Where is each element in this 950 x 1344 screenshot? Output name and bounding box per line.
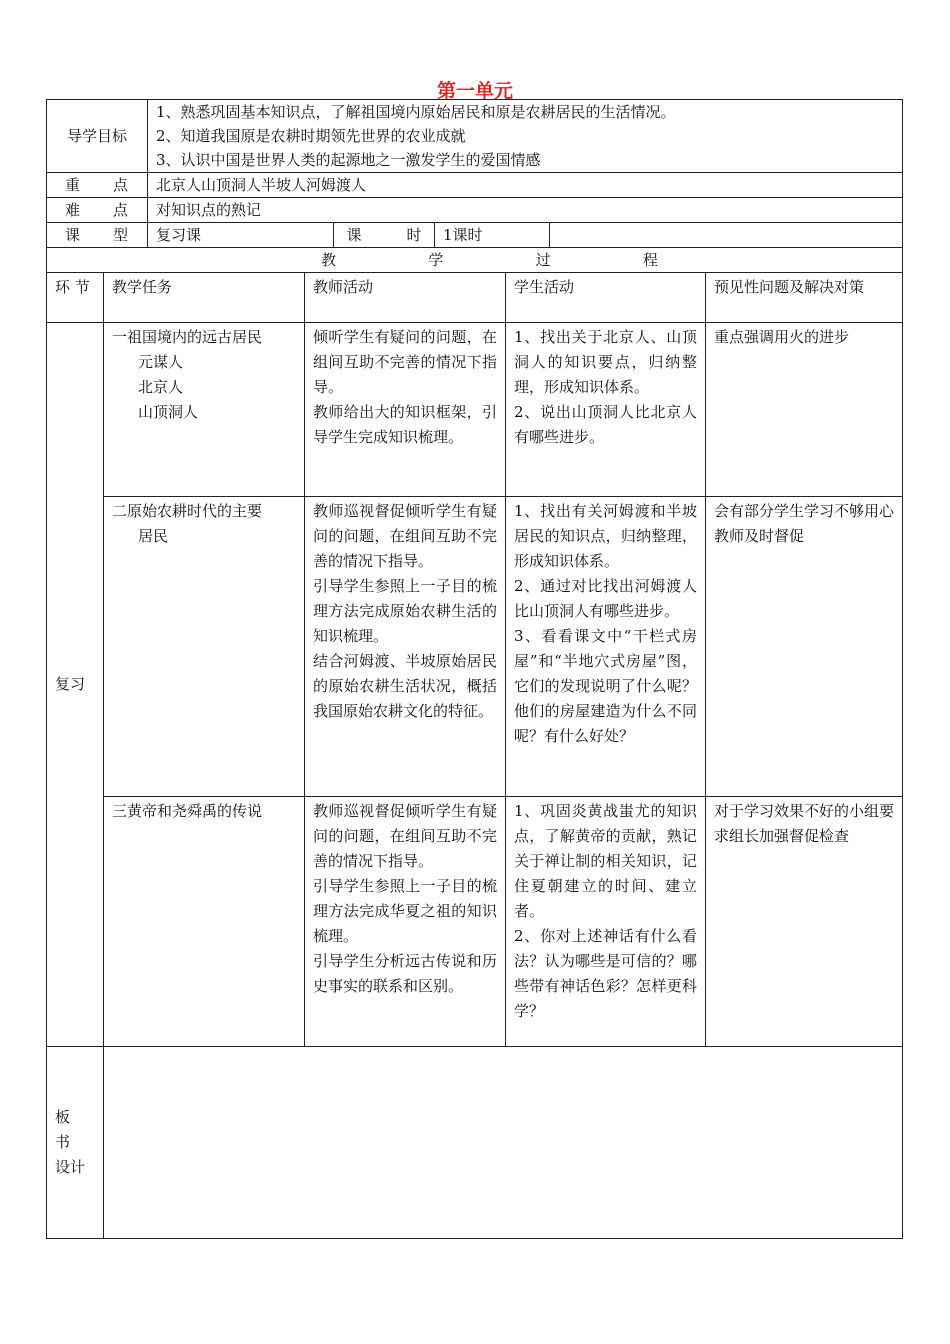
process-char: 过	[535, 251, 551, 269]
col-header-student: 学生活动	[506, 273, 706, 323]
board-label	[47, 1047, 104, 1239]
type-label: 课 型	[47, 223, 148, 248]
page-title: 第一单元	[436, 80, 513, 102]
student-activity: 1、巩固炎黄战蚩尤的知识点，了解黄帝的贡献，熟记关于禅让制的相关知识，记住夏朝建立的时间、建立者。	[514, 802, 697, 920]
board-label-line: 设计	[55, 1158, 86, 1176]
student-activity: 2、你对上述神话有什么看法？认为哪些是可信的？哪些带有神话色彩？怎样更科学？	[514, 927, 697, 1020]
type-row	[47, 223, 903, 248]
type-value: 复习课	[148, 223, 334, 248]
hours-label: 课 时	[334, 223, 435, 248]
hours-value: 1课时	[435, 223, 550, 248]
col-header-teacher: 教师活动	[305, 273, 506, 323]
task-item: 元谋人	[138, 353, 184, 371]
difficulty-label: 难 点	[47, 198, 148, 223]
board-design-row	[47, 1047, 903, 1239]
student-cell	[506, 797, 706, 1047]
table-row	[47, 497, 903, 797]
goal-item: 2、知道我国原是农耕时期领先世界的农业成就	[156, 127, 466, 145]
solution-cell: 重点强调用火的进步	[706, 323, 903, 497]
teacher-activity: 引导学生参照上一子目的梳理方法完成原始农耕生活的知识梳理。	[313, 577, 497, 645]
section-label: 复习	[47, 323, 104, 1047]
teacher-activity: 倾听学生有疑问的问题，在组间互助不完善的情况下指导。	[313, 328, 497, 396]
board-label-line: 板 书	[55, 1108, 86, 1151]
column-header-row	[47, 273, 903, 323]
solution-cell: 会有部分学生学习不够用心教师及时督促	[706, 497, 903, 797]
process-table	[46, 272, 903, 1239]
teacher-activity: 教师给出大的知识框架，引导学生完成知识梳理。	[313, 403, 497, 446]
board-content	[104, 1047, 903, 1239]
task-item: 北京人	[138, 378, 184, 396]
student-activity: 1、找出有关河姆渡和半坡居民的知识点，归纳整理，形成知识体系。	[514, 502, 697, 570]
goal-label: 导学目标	[47, 100, 148, 173]
goal-item: 3、认识中国是世界人类的起源地之一激发学生的爱国情感	[156, 151, 541, 169]
process-row	[47, 248, 903, 273]
process-heading	[47, 248, 903, 273]
teacher-activity: 教师巡视督促倾听学生有疑问的问题，在组间互助不完善的情况下指导。	[313, 802, 497, 870]
student-activity: 3、看看课文中“干栏式房屋”和“半地穴式房屋”图，它们的发现说明了什么呢？他们的房屋建造为什么不同呢？有什么好处？	[514, 627, 697, 745]
task-cell	[104, 797, 305, 1047]
student-activity: 2、说出山顶洞人比北京人有哪些进步。	[514, 403, 697, 446]
teacher-activity: 结合河姆渡、半坡原始居民的原始农耕生活状况，概括我国原始农耕文化的特征。	[313, 652, 497, 720]
task-item: 山顶洞人	[138, 403, 199, 421]
student-cell	[506, 323, 706, 497]
task-cell	[104, 497, 305, 797]
task-title: 一祖国境内的远古居民	[112, 328, 263, 346]
key-label: 重 点	[47, 173, 148, 198]
table-row	[47, 323, 903, 497]
empty-cell	[550, 223, 903, 248]
student-activity: 2、通过对比找出河姆渡人比山顶洞人有哪些进步。	[514, 577, 697, 620]
task-title: 二原始农耕时代的主要	[112, 502, 263, 520]
goals-row	[47, 100, 903, 173]
process-char: 程	[642, 251, 658, 269]
key-value: 北京人山顶洞人半坡人河姆渡人	[148, 173, 903, 198]
teacher-activity: 教师巡视督促倾听学生有疑问的问题，在组间互助不完善的情况下指导。	[313, 502, 497, 570]
header-table	[46, 99, 903, 273]
task-cell	[104, 323, 305, 497]
key-row	[47, 173, 903, 198]
task-title: 三黄帝和尧舜禹的传说	[112, 802, 263, 820]
solution-cell: 对于学习效果不好的小组要求组长加强督促检查	[706, 797, 903, 1047]
col-header-task: 教学任务	[104, 273, 305, 323]
process-char: 学	[428, 251, 444, 269]
col-header-stage: 环 节	[47, 273, 104, 323]
student-cell	[506, 497, 706, 797]
teacher-cell	[305, 497, 506, 797]
task-item: 居民	[138, 527, 169, 545]
difficulty-value: 对知识点的熟记	[148, 198, 903, 223]
process-char: 教	[321, 251, 337, 269]
student-activity: 1、找出关于北京人、山顶洞人的知识要点，归纳整理，形成知识体系。	[514, 328, 697, 396]
goals-cell	[148, 100, 903, 173]
goal-item: 1、熟悉巩固基本知识点，了解祖国境内原始居民和原是农耕居民的生活情况。	[156, 103, 676, 121]
teacher-cell	[305, 797, 506, 1047]
col-header-solution: 预见性问题及解决对策	[706, 273, 903, 323]
teacher-cell	[305, 323, 506, 497]
table-row	[47, 797, 903, 1047]
difficulty-row	[47, 198, 903, 223]
teacher-activity: 引导学生分析远古传说和历史事实的联系和区别。	[313, 952, 497, 995]
lesson-plan-sheet	[46, 99, 902, 1239]
teacher-activity: 引导学生参照上一子目的梳理方法完成华夏之祖的知识梳理。	[313, 877, 497, 945]
